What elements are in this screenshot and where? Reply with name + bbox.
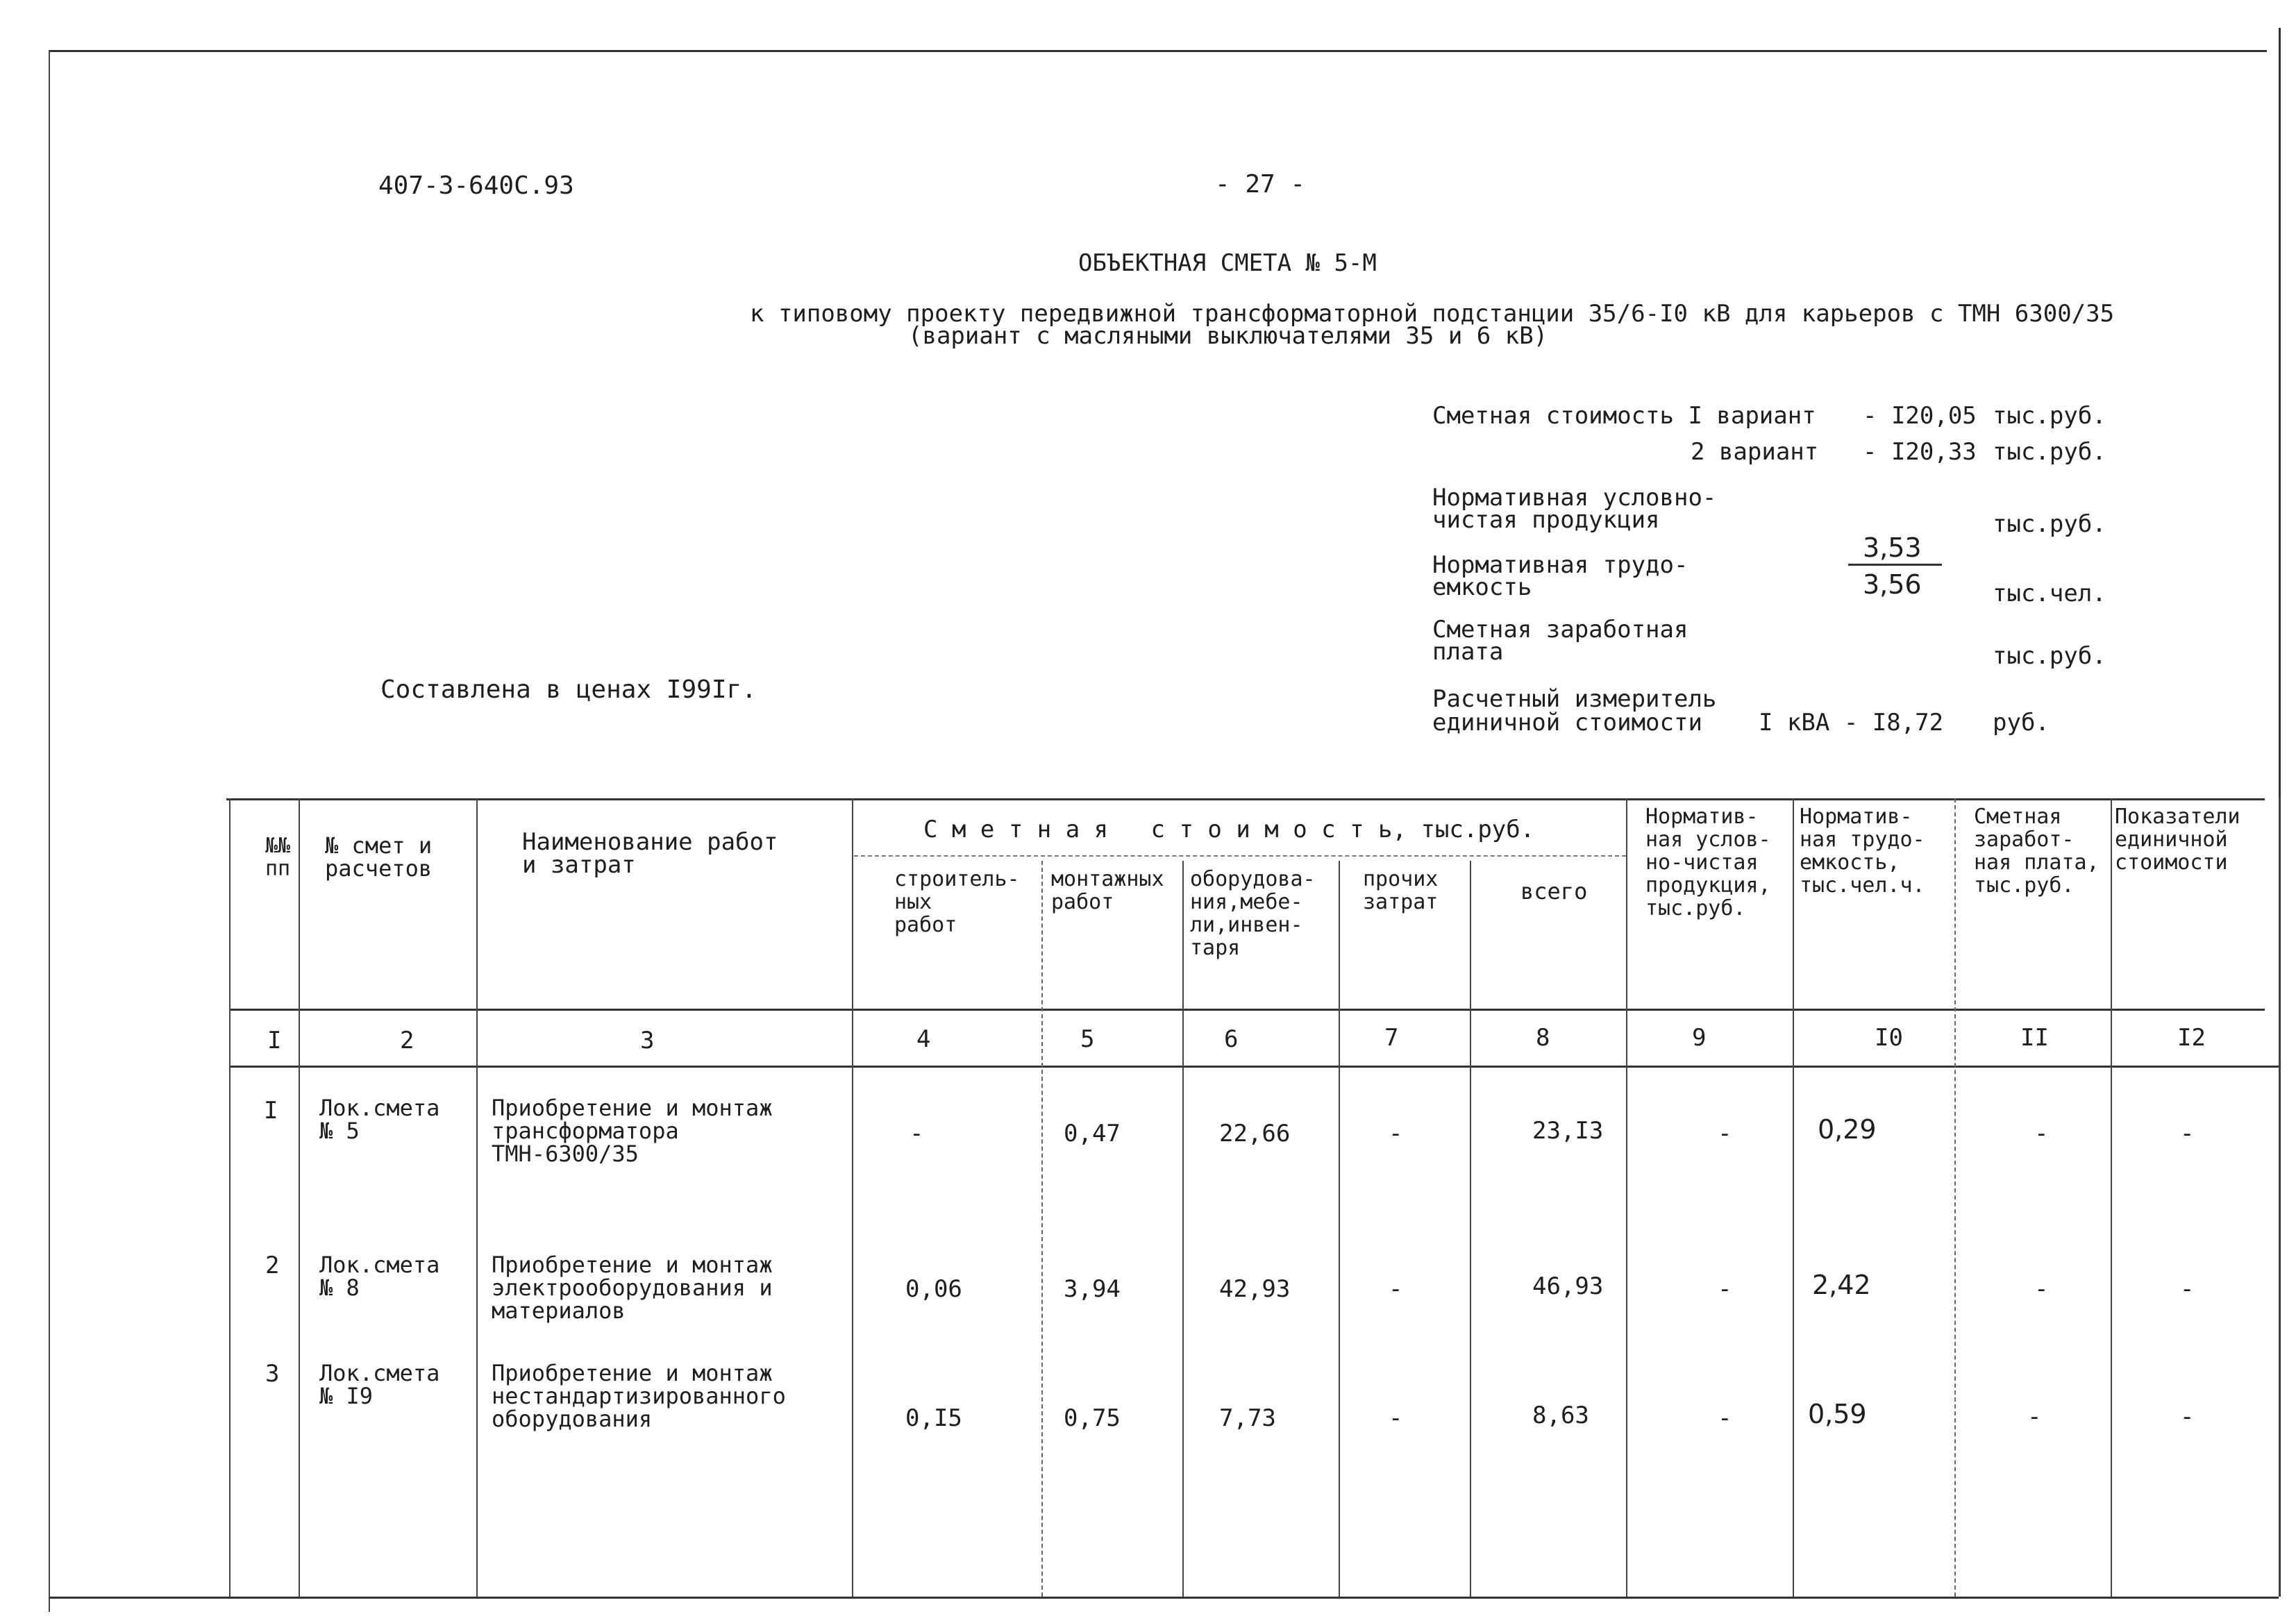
col-line-9 [1626, 798, 1627, 1597]
header-bottom-line [229, 1009, 2265, 1011]
header-construction [894, 868, 1020, 936]
row-installation: 3,94 [1064, 1275, 1121, 1303]
row-estimate-line-1: Лок.смета [319, 1252, 440, 1278]
header-labor-line-3: емкость, [1800, 850, 1900, 875]
col-line-4 [852, 798, 853, 1597]
row-labor: 0,29 [1818, 1114, 1877, 1145]
row-name-line-2: электрооборудования и [492, 1275, 773, 1301]
header-net-product [1645, 805, 1771, 920]
labor-label: Нормативная трудо- [1432, 551, 1689, 579]
header-name-line-1: Наименование работ [522, 828, 778, 856]
row-estimate [319, 1254, 439, 1300]
cost-unit-1: тыс.руб. [1993, 402, 2106, 430]
header-name-line-2: и затрат [522, 851, 636, 879]
col-number-1: I [267, 1027, 282, 1054]
header-cost-group: С м е т н а я с т о и м о с т ь, тыс.руб. [923, 816, 1535, 843]
col-number-5: 5 [1080, 1025, 1095, 1053]
header-wage-line-4: тыс.руб. [1974, 873, 2075, 898]
labor-unit: тыс.чел. [1993, 580, 2106, 607]
row-net-product: - [1718, 1120, 1732, 1147]
row-num: I [264, 1097, 278, 1125]
row-labor: 0,59 [1808, 1399, 1867, 1429]
header-net-product-line-1: Норматив- [1645, 805, 1759, 829]
row-labor: 2,42 [1812, 1270, 1871, 1300]
header-other [1363, 868, 1438, 914]
frame-left-line [49, 50, 50, 1612]
row-total: 46,93 [1532, 1272, 1604, 1300]
header-equipment-line-2: ния,мебе- [1190, 890, 1303, 914]
row-num: 2 [265, 1252, 280, 1279]
header-installation [1051, 868, 1164, 914]
row-total: 23,I3 [1532, 1117, 1604, 1145]
labor-label-2: емкость [1432, 573, 1532, 601]
row-name-line-1: Приобретение и монтаж [492, 1095, 773, 1121]
row-construction: 0,I5 [905, 1404, 962, 1432]
row-wage: - [2034, 1120, 2049, 1147]
col-line-5 [1041, 861, 1043, 1597]
document-subtitle-variant: (вариант с масляными выключателями 35 и 6 кВ) [908, 322, 1548, 350]
col-number-6: 6 [1224, 1025, 1239, 1053]
cost-variant-1: - I20,05 [1863, 402, 1977, 430]
header-construction-line-3: работ [894, 913, 957, 937]
col-line-8 [1470, 861, 1471, 1597]
prices-note: Составлена в ценах I99Iг. [380, 675, 757, 704]
header-equipment-line-1: оборудова- [1190, 867, 1316, 891]
row-name [492, 1097, 773, 1166]
frame-bottom-line [49, 1597, 2279, 1599]
header-wage-line-3: ная плата, [1974, 850, 2100, 875]
row-construction: - [910, 1120, 924, 1147]
header-net-product-line-4: продукция, [1645, 873, 1771, 898]
frame-top-line [49, 50, 2267, 52]
row-name-line-3: ТМН-6300/35 [492, 1141, 639, 1167]
col-number-9: 9 [1692, 1024, 1707, 1052]
header-name [522, 828, 778, 879]
column-numbers-bottom-line [229, 1066, 2279, 1068]
row-estimate [319, 1097, 439, 1143]
col-number-10: I0 [1875, 1024, 1903, 1052]
header-other-line-2: затрат [1363, 890, 1439, 914]
header-wage-line-1: Сметная [1974, 805, 2062, 829]
row-wage: - [2027, 1403, 2042, 1431]
header-unit-line-1: Показатели [2115, 805, 2240, 829]
page-number: - 27 - [1215, 170, 1306, 199]
fraction-line [1848, 564, 1942, 566]
net-product-unit: тыс.руб. [1993, 510, 2106, 538]
col-number-2: 2 [400, 1027, 414, 1054]
header-estimate-line-2: расчетов [325, 855, 433, 882]
header-wage [1974, 805, 2100, 897]
row-name [492, 1254, 773, 1322]
net-product-label-2: чистая продукция [1432, 506, 1660, 534]
document-title: ОБЪЕКТНАЯ СМЕТА № 5-М [1078, 249, 1377, 277]
wage-label: Сметная заработная [1432, 616, 1689, 644]
header-installation-line-1: монтажных [1051, 867, 1164, 891]
header-total: всего [1520, 878, 1588, 905]
document-code: 407-3-640С.93 [378, 171, 574, 200]
row-estimate-line-1: Лок.смета [319, 1095, 440, 1121]
row-num: 3 [265, 1360, 280, 1388]
col-number-4: 4 [916, 1025, 931, 1053]
header-estimate [325, 834, 432, 880]
document-subtitle: к типовому проекту передвижной трансформаторной подстанции 35/6-I0 кВ для карьеров с ТМН 6300/35 [750, 300, 2115, 328]
header-net-product-line-2: ная услов- [1645, 827, 1771, 852]
header-labor [1800, 805, 1925, 897]
row-unit: - [2180, 1275, 2195, 1303]
labor-denominator: 3,56 [1863, 569, 1922, 600]
header-net-product-line-3: но-чистая [1645, 850, 1759, 875]
col-line-12 [2111, 798, 2112, 1597]
row-net-product: - [1718, 1275, 1732, 1303]
col-number-3: 3 [640, 1027, 655, 1054]
header-wage-line-2: заработ- [1974, 827, 2075, 852]
row-name-line-1: Приобретение и монтаж [492, 1252, 773, 1278]
row-name-line-3: оборудования [492, 1406, 653, 1432]
row-unit: - [2180, 1403, 2195, 1431]
col-line-2 [299, 798, 300, 1597]
header-construction-line-1: строитель- [894, 867, 1020, 891]
meter-label-2: единичной стоимости [1432, 709, 1702, 737]
row-unit: - [2180, 1120, 2195, 1147]
row-equipment: 7,73 [1219, 1404, 1276, 1432]
row-equipment: 22,66 [1219, 1120, 1291, 1147]
header-unit-line-3: стоимости [2115, 850, 2228, 875]
meter-label: Расчетный измеритель [1432, 685, 1717, 713]
meter-value: I кВА - I8,72 [1759, 709, 1944, 737]
row-estimate-line-2: № 5 [319, 1118, 360, 1144]
header-unit-indicators [2115, 805, 2240, 874]
header-num-line-2: пп [265, 857, 291, 881]
row-net-product: - [1718, 1404, 1732, 1432]
header-other-line-1: прочих [1363, 867, 1439, 891]
header-equipment-line-3: ли,инвен- [1190, 913, 1303, 937]
row-name-line-3: материалов [492, 1297, 626, 1324]
header-construction-line-2: ных [894, 890, 932, 914]
variant-2-label: 2 вариант [1691, 438, 1819, 466]
header-labor-line-1: Норматив- [1800, 805, 1913, 829]
header-labor-line-4: тыс.чел.ч. [1800, 873, 1925, 898]
row-equipment: 42,93 [1219, 1275, 1291, 1303]
row-name [492, 1362, 786, 1431]
wage-unit: тыс.руб. [1993, 642, 2106, 670]
row-name-line-2: нестандартизированного [492, 1383, 786, 1409]
row-other: - [1389, 1404, 1403, 1432]
row-estimate-line-2: № 8 [319, 1275, 360, 1301]
header-labor-line-2: ная трудо- [1800, 827, 1925, 852]
row-total: 8,63 [1532, 1402, 1589, 1429]
header-equipment [1190, 868, 1316, 959]
cost-label: Сметная стоимость I вариант [1432, 402, 1816, 430]
row-wage: - [2034, 1275, 2049, 1303]
labor-numerator: 3,53 [1863, 532, 1922, 563]
row-other: - [1389, 1120, 1403, 1147]
col-line-7 [1339, 861, 1340, 1597]
header-num-line-1: №№ [265, 834, 291, 858]
header-estimate-line-1: № смет и [325, 832, 433, 859]
cost-group-divider [854, 855, 1626, 857]
meter-unit: руб. [1993, 709, 2050, 737]
row-installation: 0,47 [1064, 1120, 1121, 1147]
row-construction: 0,06 [905, 1275, 962, 1303]
table-top-line [226, 798, 2265, 800]
col-line-13 [2279, 798, 2280, 1597]
row-name-line-2: трансформатора [492, 1118, 679, 1144]
cost-unit-2: тыс.руб. [1993, 438, 2106, 466]
header-num [265, 834, 290, 880]
row-estimate [319, 1362, 439, 1408]
net-product-label: Нормативная условно- [1432, 484, 1717, 512]
header-equipment-line-4: таря [1190, 936, 1241, 960]
row-estimate-line-1: Лок.смета [319, 1360, 440, 1386]
row-installation: 0,75 [1064, 1404, 1121, 1432]
cost-variant-2: - I20,33 [1863, 438, 1977, 466]
header-unit-line-2: единичной [2115, 827, 2228, 852]
col-line-6 [1182, 861, 1184, 1597]
header-net-product-line-5: тыс.руб. [1645, 896, 1746, 920]
col-line-11 [1954, 798, 1956, 1597]
wage-label-2: плата [1432, 638, 1504, 666]
col-number-7: 7 [1384, 1024, 1399, 1052]
col-number-11: II [2020, 1024, 2049, 1052]
col-number-12: I2 [2177, 1024, 2206, 1052]
col-line-3 [476, 798, 478, 1597]
header-installation-line-2: работ [1051, 890, 1114, 914]
row-other: - [1389, 1275, 1403, 1303]
col-number-8: 8 [1536, 1024, 1550, 1052]
col-line-10 [1793, 798, 1794, 1597]
col-line-1 [229, 798, 231, 1597]
row-estimate-line-2: № I9 [319, 1383, 374, 1409]
row-name-line-1: Приобретение и монтаж [492, 1360, 773, 1386]
